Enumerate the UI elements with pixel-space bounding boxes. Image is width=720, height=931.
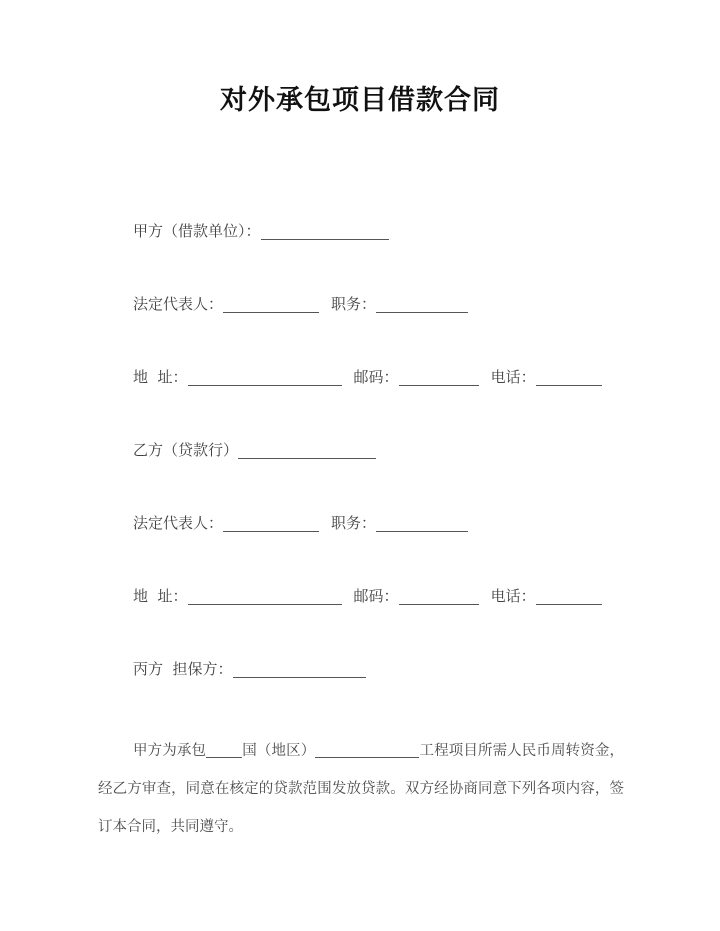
addr-a-blank-line <box>188 370 342 386</box>
rep-b-duty-label: 职务： <box>331 514 377 532</box>
form-row-addr-a <box>133 367 720 387</box>
rep-b-name-label: 法定代表人： <box>133 514 224 532</box>
rep-b-duty-blank-line <box>376 516 468 532</box>
addr-b-zip-blank-line <box>399 589 479 605</box>
intro-paragraph <box>98 732 624 846</box>
party-info-section <box>133 221 720 679</box>
paragraph-text-1: 甲方为承包 <box>133 743 207 759</box>
country-blank-line <box>206 743 242 759</box>
addr-b-tel-label: 电话： <box>490 587 536 605</box>
party-a-blank-line <box>261 224 389 240</box>
form-row-rep-b <box>133 513 720 533</box>
addr-b-zip-label: 邮码： <box>353 587 399 605</box>
form-row-party-a <box>133 221 720 241</box>
document-title: 对外承包项目借款合同 <box>220 85 500 116</box>
paragraph-text-2: 国（地区） <box>242 743 316 759</box>
form-row-party-b <box>133 440 720 460</box>
form-row-party-c <box>133 659 720 679</box>
form-row-rep-a <box>133 294 720 314</box>
addr-a-zip-label: 邮码： <box>353 368 399 386</box>
paragraph-text-3: 工程项目所需人民币周转资金，经乙方审查，同意在核定的贷款范围发放贷款。双方经协商同意下列各项内容，签订本合同，共同遵守。 <box>98 743 625 835</box>
addr-b-label: 地 址： <box>133 587 188 605</box>
party-b-label: 乙方（贷款行） <box>133 441 239 459</box>
rep-a-name-blank-line <box>223 297 319 313</box>
addr-a-tel-blank-line <box>536 370 602 386</box>
addr-a-tel-label: 电话： <box>490 368 536 386</box>
region-blank-line <box>315 743 419 759</box>
rep-a-name-label: 法定代表人： <box>133 295 224 313</box>
rep-a-duty-blank-line <box>376 297 468 313</box>
party-c-label: 丙方 担保方： <box>133 660 233 678</box>
party-c-blank-line <box>233 662 366 678</box>
addr-b-tel-blank-line <box>536 589 602 605</box>
party-a-label: 甲方（借款单位）： <box>133 222 261 240</box>
rep-b-name-blank-line <box>223 516 319 532</box>
party-b-blank-line <box>238 443 376 459</box>
form-row-addr-b <box>133 586 720 606</box>
addr-b-blank-line <box>188 589 342 605</box>
rep-a-duty-label: 职务： <box>331 295 377 313</box>
addr-a-label: 地 址： <box>133 368 188 386</box>
addr-a-zip-blank-line <box>399 370 479 386</box>
